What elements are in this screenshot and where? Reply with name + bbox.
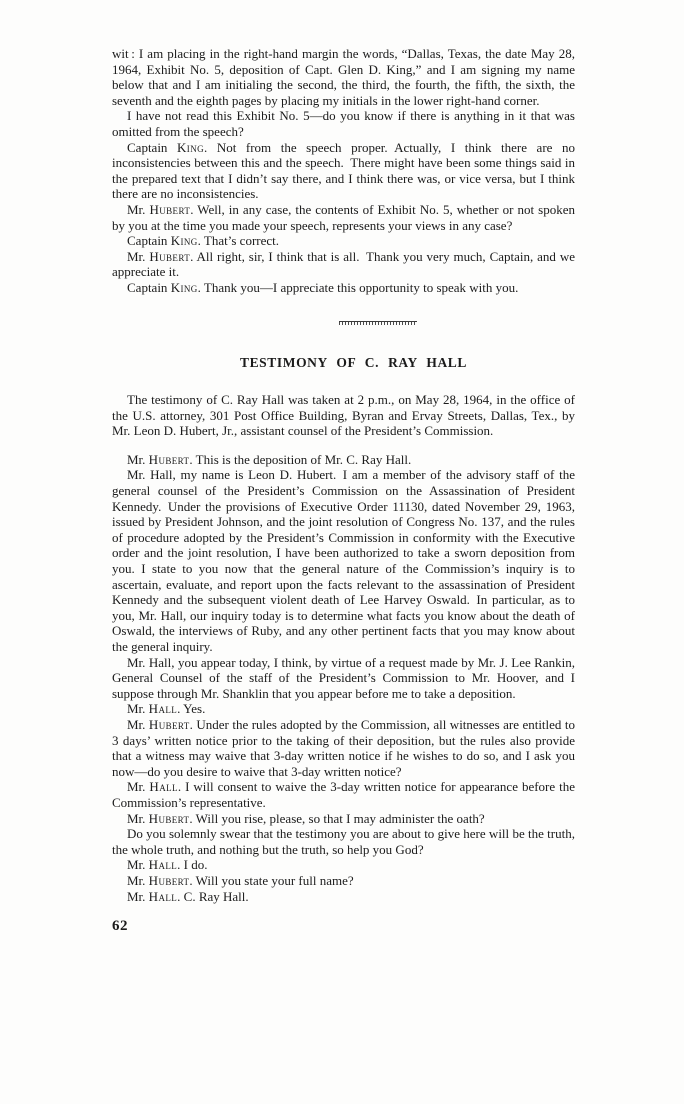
paragraph (112, 452, 575, 468)
paragraph (112, 655, 575, 702)
paragraph (112, 889, 575, 905)
paragraph-text: . C. Ray Hall. (177, 888, 249, 904)
testimony-heading: TESTIMONY OF C. RAY HALL (239, 354, 468, 370)
testimony-section-c-ray-hall (112, 392, 575, 904)
paragraph (112, 779, 575, 810)
paragraph (112, 233, 575, 249)
paragraph (112, 811, 575, 827)
speaker-name: Hall (148, 701, 178, 717)
paragraph-text: wit : I am placing in the right-hand margin the words, “Dallas, Texas, the date May 28, 1964, Exhibit No. 5, deposition of Capt. Glen D. King,” and I am signing my name below that and I am initialing the second, the third, the fourth, the fifth, the sixth, the seventh and the eighth pages by placing my initials in the lower right-hand corner. (112, 46, 575, 108)
paragraph (112, 249, 575, 280)
paragraph-text: . I do. (177, 857, 208, 873)
paragraph-text: . That’s correct. (197, 233, 280, 249)
paragraph-text: Mr. (127, 248, 150, 264)
speaker-name: Hubert (148, 810, 190, 826)
paragraph-text: . This is the deposition of Mr. C. Ray Hall. (189, 451, 412, 467)
paragraph-text: . All right, sir, I think that is all. Thank you very much, Captain, and we appreciate it. (112, 248, 576, 280)
speaker-name: King (170, 233, 198, 249)
paragraph (112, 826, 575, 857)
speaker-name: King (170, 279, 198, 295)
paragraph (112, 467, 575, 654)
paragraph (112, 873, 575, 889)
paragraph (112, 392, 575, 439)
paragraph-text: . Will you state your full name? (189, 872, 354, 888)
paragraph-text: Mr. Hall, my name is Leon D. Hubert. I am a member of the advisory staff of the general counsel of the President’s Commission on the Assassination of President Kennedy. Under the provisions of Executive Order 11130, dated November 29, 1963, issued by President Johnson, and the joint resolution of Congress No. 137, and the rules of procedure adopted by the President’s Commission in conformity with the Executive order and the joint resolution, I have been authorized to take a sworn deposition from you. I state to you now that the general nature of the Commission’s inquiry is to ascertain, evaluate, and report upon the facts relevant to the assassination of President Kennedy and the subsequent violent death of Lee Harvey Oswald. In particular, as to you, Mr. Hall, our inquiry today is to determine what facts you know about the death of Oswald, the interviews of Ruby, and any other pertinent facts that you may know about the general inquiry. (112, 467, 575, 654)
speaker-name: Hubert (148, 451, 190, 467)
paragraph (112, 140, 575, 202)
speaker-name: Hubert (148, 872, 190, 888)
paragraph-text: Mr. (127, 857, 149, 873)
paragraph-text: Mr. (127, 451, 149, 467)
paragraph-text: . Well, in any case, the contents of Exhibit No. 5, whether or not spoken by you at the time you made your speech, represents your views in any case? (112, 201, 576, 233)
paragraph-text: Captain (127, 279, 171, 295)
paragraph-text: Mr. Hall, you appear today, I think, by virtue of a request made by Mr. J. Lee Rankin, General Counsel of the staff of the President’s Commission to Mr. Hoover, and I suppose through Mr. Shanklin that you appear before me to take a deposition. (112, 654, 575, 701)
speaker-name: Hubert (149, 248, 191, 264)
paragraph-text: . Under the rules adopted by the Commission, all witnesses are entitled to 3 days’ written notice prior to the taking of their deposition, but the rules also provide that a witness may waive that 3-day written notice if he wishes to do so, and I ask you now—do you desire to waive that 3-day written notice? (112, 716, 576, 779)
paragraph (112, 46, 575, 108)
section-divider-rule (339, 321, 417, 325)
paragraph-text: . Thank you—I appreciate this opportunity to speak with you. (197, 279, 519, 295)
paragraph (112, 701, 575, 717)
paragraph-text: Mr. (127, 872, 149, 888)
paragraph (112, 108, 575, 139)
paragraph-text: Mr. (127, 888, 149, 904)
dialogue-section-capt-king (112, 46, 575, 296)
paragraph-text: . I will consent to waive the 3-day written notice for appearance before the Commission’s representative. (112, 779, 576, 810)
paragraph-text: Mr. (127, 779, 150, 795)
speaker-name: Hall (148, 857, 178, 873)
paragraph-text: Mr. (127, 716, 149, 732)
page-number: 62 (112, 918, 128, 935)
paragraph-text: Mr. (127, 701, 149, 717)
paragraph-text: Mr. (127, 810, 149, 826)
paragraph (112, 202, 575, 233)
paragraph-text: . Yes. (177, 701, 206, 717)
paragraph-text: Do you solemnly swear that the testimony you are about to give here will be the truth, the whole truth, and nothing but the truth, so help you God? (112, 826, 575, 857)
paragraph-text: Mr. (127, 201, 150, 217)
paragraph (112, 280, 575, 296)
paragraph-text: The testimony of C. Ray Hall was taken at 2 p.m., on May 28, 1964, in the office of the U.S. attorney, 301 Post Office Building, Byran and Ervay Streets, Dallas, Tex., by Mr. Leon D. Hubert, Jr., assistant counsel of the President’s Commission. (112, 392, 575, 439)
paragraph-text: Captain (127, 139, 178, 155)
paragraph-text: I have not read this Exhibit No. 5—do you know if there is anything in it that was omitted from the speech? (112, 108, 575, 139)
paragraph-text: Captain (127, 233, 171, 249)
speaker-name: Hubert (148, 716, 190, 732)
paragraph (112, 857, 575, 873)
paragraph (112, 717, 575, 779)
speaker-name: King (177, 139, 204, 155)
paragraph-text: . Will you rise, please, so that I may administer the oath? (189, 810, 485, 826)
paragraph-text: . Not from the speech proper. Actually, I think there are no inconsistencies between this and the speech. There might have been some things said in the prepared text that I didn’t say there, and I think there was, or vice versa, but I think there are no inconsistencies. (112, 139, 576, 202)
speaker-name: Hall (149, 779, 178, 795)
speaker-name: Hubert (149, 201, 191, 217)
speaker-name: Hall (148, 888, 178, 904)
